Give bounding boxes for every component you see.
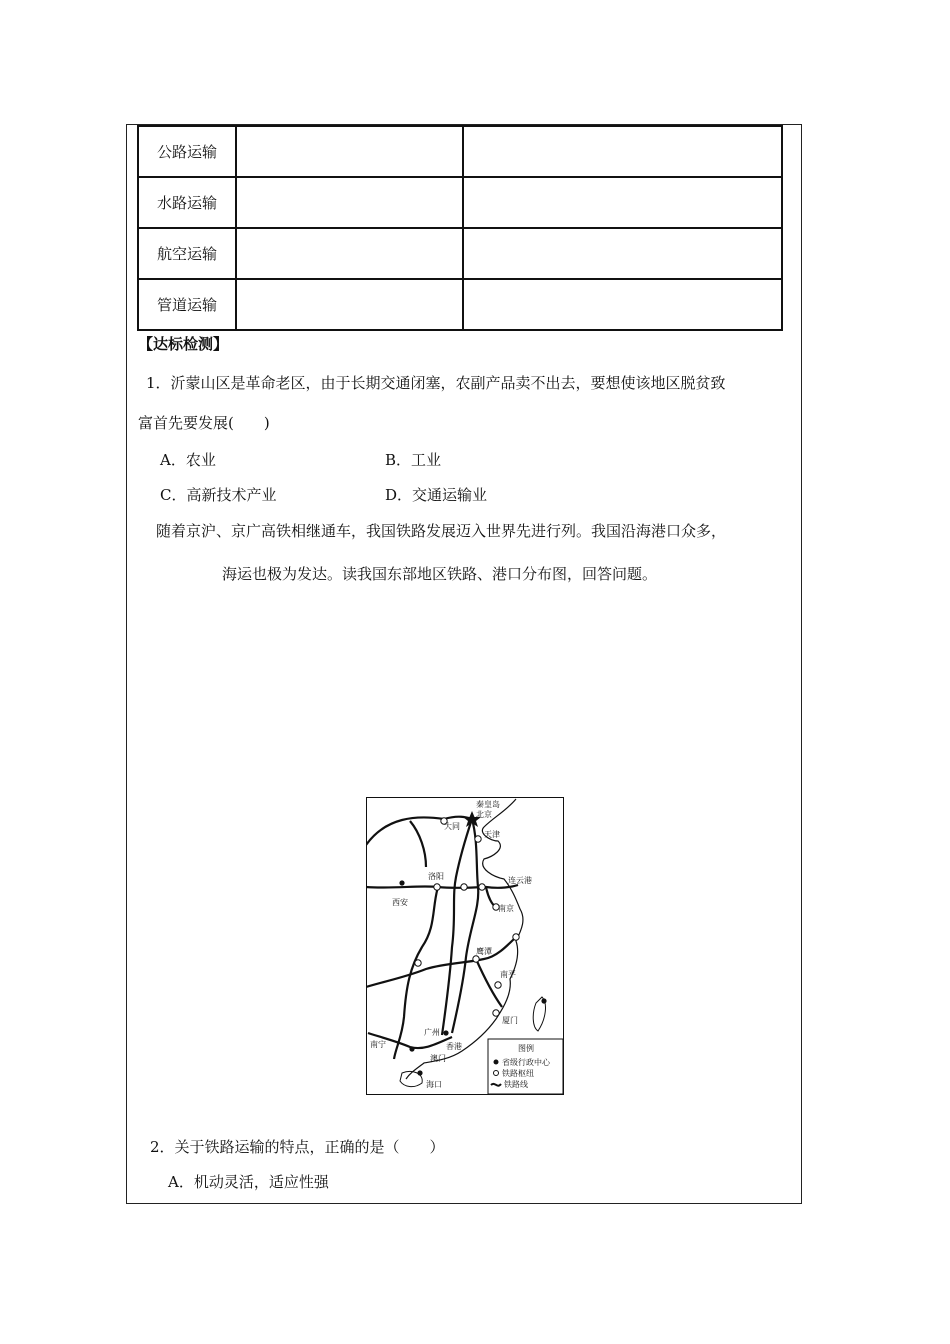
answer-cell	[236, 279, 463, 330]
capital-marker	[443, 1030, 448, 1035]
city-label: 香港	[446, 1042, 462, 1051]
passage-line2: 海运也极为发达。读我国东部地区铁路、港口分布图，回答问题。	[222, 565, 658, 583]
capital-marker	[541, 998, 546, 1003]
table-row	[138, 279, 782, 330]
answer-cell	[236, 126, 463, 177]
city-label: 北京	[476, 810, 492, 819]
legend-item: 省级行政中心	[502, 1058, 550, 1067]
rail-hub-marker	[495, 982, 501, 988]
answer-cell	[236, 177, 463, 228]
q1-option-c: C．高新技术产业	[160, 486, 277, 504]
q1-option-d: D．交通运输业	[385, 486, 488, 504]
rail-hub-marker	[493, 1010, 499, 1016]
table-row	[138, 177, 782, 228]
city-label: 南平	[500, 970, 516, 979]
rail-hub-marker	[513, 934, 519, 940]
table-row	[138, 126, 782, 177]
legend-item: 铁路枢纽	[502, 1069, 534, 1078]
capital-marker	[399, 880, 404, 885]
city-label: 海口	[426, 1080, 442, 1089]
legend-title: 图例	[518, 1044, 534, 1053]
city-label: 澳门	[430, 1054, 446, 1063]
rail-hub-marker	[479, 884, 485, 890]
city-label: 厦门	[502, 1016, 518, 1025]
rail-hub-marker	[415, 960, 421, 966]
city-label: 连云港	[508, 876, 532, 885]
passage-line1: 随着京沪、京广高铁相继通车，我国铁路发展迈入世界先进行列。我国沿海港口众多，	[156, 522, 727, 540]
capital-marker	[409, 1046, 414, 1051]
city-label: 鹰潭	[476, 947, 492, 956]
section-title: 【达标检测】	[138, 335, 229, 353]
rail-hub-marker	[475, 836, 481, 842]
answer-cell	[236, 228, 463, 279]
q1-stem-line1: 1．沂蒙山区是革命老区，由于长期交通闭塞，农副产品卖不出去，要想使该地区脱贫致	[146, 374, 726, 392]
city-label: 西安	[392, 898, 408, 907]
answer-cell	[463, 279, 782, 330]
capital-marker	[417, 1070, 422, 1075]
row-label: 公路运输	[138, 126, 236, 177]
city-label: 天津	[484, 830, 500, 839]
table-row	[138, 228, 782, 279]
city-label: 南京	[498, 904, 514, 913]
q1-option-a: A．农业	[160, 451, 216, 469]
legend-item: 铁路线	[504, 1080, 528, 1089]
city-label: 秦皇岛	[476, 800, 500, 809]
railway-port-map	[366, 797, 564, 1095]
legend-capital-icon	[494, 1060, 499, 1065]
transport-table	[137, 125, 783, 331]
row-label: 管道运输	[138, 279, 236, 330]
city-label: 广州	[424, 1028, 440, 1037]
answer-cell	[463, 177, 782, 228]
legend-hub-icon	[494, 1071, 499, 1076]
q2-stem: 2．关于铁路运输的特点，正确的是（ ）	[150, 1138, 445, 1156]
city-label: 洛阳	[428, 872, 444, 881]
rail-hub-marker	[434, 884, 440, 890]
q1-option-b: B．工业	[385, 451, 442, 469]
rail-hub-marker	[473, 956, 479, 962]
answer-cell	[463, 228, 782, 279]
rail-hub-marker	[461, 884, 467, 890]
q1-stem-line2: 富首先要发展( )	[138, 414, 270, 432]
map-legend	[488, 1039, 563, 1094]
answer-cell	[463, 126, 782, 177]
row-label: 航空运输	[138, 228, 236, 279]
row-label: 水路运输	[138, 177, 236, 228]
city-label: 南宁	[370, 1040, 386, 1049]
city-label: 大同	[444, 822, 460, 831]
q2-option-a: A．机动灵活，适应性强	[168, 1173, 329, 1191]
